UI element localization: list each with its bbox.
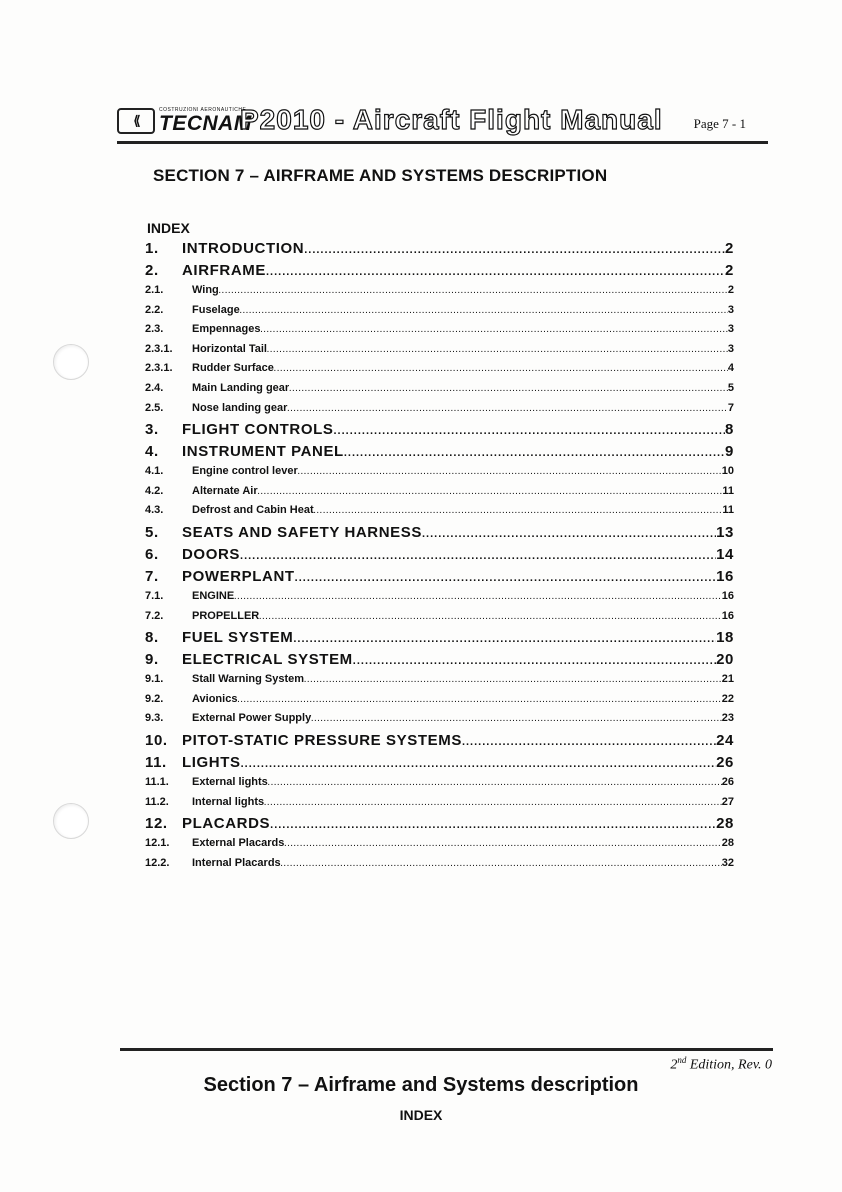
toc-entry-page: 7 [727,401,734,414]
toc-entry[interactable] [145,304,734,324]
toc-entry[interactable] [145,712,734,732]
toc-entry-number: 9.3. [145,712,164,725]
toc-entry-title: Avionics [192,692,238,705]
toc-entry[interactable] [145,402,734,422]
toc-leader-dots [334,425,726,437]
toc-entry-title: Rudder Surface [192,362,274,375]
toc-entry-number: 2.3.1. [145,362,173,375]
toc-entry-title: Main Landing gear [192,381,290,394]
toc-entry-page: 14 [716,545,734,563]
toc-entry-page: 23 [721,712,734,725]
logo-name: TECNAM [159,112,252,135]
toc-entry[interactable] [145,590,734,610]
toc-entry-page: 28 [716,815,734,833]
toc-entry-page: 16 [716,567,734,585]
toc-entry[interactable] [145,382,734,402]
toc-entry-number: 4.3. [145,504,164,517]
toc-entry-page: 18 [716,629,734,647]
toc-entry-title: SEATS AND SAFETY HARNESS [182,523,422,541]
toc-entry-title: ELECTRICAL SYSTEM [182,651,353,669]
toc-entry-title: LIGHTS [182,753,241,771]
toc-leader-dots [293,633,716,645]
toc-entry-page: 3 [727,342,734,355]
toc-leader-dots [240,550,716,562]
toc-leader-dots [304,244,725,256]
toc-entry-title: Horizontal Tail [192,342,267,355]
toc-entry-title: Engine control lever [192,465,298,478]
edition-text: Edition, Rev. 0 [686,1057,772,1073]
toc-leader-dots [274,366,728,373]
toc-entry-title: FLIGHT CONTROLS [182,421,334,439]
toc-entry-title: Wing [192,284,219,296]
edition-info [670,1055,772,1074]
toc-entry[interactable] [145,776,734,796]
toc-entry[interactable] [145,754,734,776]
toc-leader-dots [268,780,722,787]
toc-entry-number: 7.2. [145,609,164,622]
toc-leader-dots [237,697,721,704]
toc-entry[interactable] [145,693,734,713]
toc-entry-page: 11 [722,484,734,497]
toc-leader-dots [234,594,722,601]
toc-entry-number: 2.4. [145,381,164,394]
toc-entry-title: Empennages [192,323,261,336]
toc-entry-page: 4 [727,362,734,375]
table-of-contents [145,240,734,876]
toc-entry[interactable] [145,465,734,485]
toc-entry-number: 12.2. [145,856,170,869]
index-label: INDEX [147,220,190,236]
toc-entry[interactable] [145,240,734,262]
toc-entry-page: 9 [725,443,734,461]
toc-entry-number: 10. [145,731,168,749]
page-number: Page 7 - 1 [693,116,746,131]
punch-hole-bottom [53,803,89,839]
toc-entry-number: 4. [145,443,159,461]
toc-entry-page: 10 [721,465,734,478]
toc-entry-title: AIRFRAME [182,262,266,279]
toc-leader-dots [258,489,723,496]
toc-entry-number: 4.1. [145,465,164,478]
toc-leader-dots [295,572,716,584]
toc-entry-title: Internal lights [192,795,265,808]
toc-entry-number: 12. [145,815,168,833]
toc-leader-dots [314,508,723,515]
toc-entry[interactable] [145,857,734,877]
toc-leader-dots [298,469,722,476]
toc-entry-page: 32 [721,856,734,869]
toc-leader-dots [259,614,722,621]
toc-entry-title: PLACARDS [182,815,271,833]
toc-entry-number: 11.2. [145,795,169,808]
toc-entry[interactable] [145,524,734,546]
page-header [117,104,768,140]
toc-entry[interactable] [145,610,734,630]
toc-entry[interactable] [145,568,734,590]
toc-entry-title: PROPELLER [192,609,260,622]
toc-entry[interactable] [145,443,734,465]
toc-entry-page: 8 [725,421,734,439]
toc-entry-title: ENGINE [192,589,235,602]
toc-leader-dots [219,288,728,295]
toc-entry-title: Nose landing gear [192,401,288,414]
toc-entry-page: 13 [716,523,734,541]
toc-entry-title: POWERPLANT [182,567,295,585]
toc-leader-dots [241,758,717,770]
toc-leader-dots [462,736,716,748]
toc-leader-dots [270,819,716,831]
toc-leader-dots [267,347,728,354]
toc-entry-number: 11. [145,753,167,771]
toc-entry[interactable] [145,284,734,304]
toc-entry-number: 11.1. [145,775,169,788]
toc-entry-number: 4.2. [145,484,164,497]
toc-entry-page: 28 [721,837,734,850]
toc-leader-dots [240,308,728,315]
toc-entry-number: 7. [145,567,159,585]
toc-entry-number: 8. [145,629,159,647]
toc-entry-number: 9.1. [145,673,164,686]
toc-entry-number: 9.2. [145,692,164,705]
toc-leader-dots [304,677,722,684]
toc-entry-page: 20 [716,651,734,669]
toc-leader-dots [353,655,716,667]
toc-leader-dots [281,861,722,868]
toc-entry-page: 26 [716,753,734,771]
toc-entry[interactable] [145,629,734,651]
toc-entry-number: 2. [145,262,159,279]
toc-entry-number: 3. [145,421,159,439]
toc-entry-title: External lights [192,775,268,788]
toc-entry-page: 27 [721,795,734,808]
header-divider [117,141,768,144]
toc-entry-number: 2.5. [145,401,164,414]
toc-entry-number: 2.3.1. [145,342,173,355]
toc-entry-number: 12.1. [145,837,170,850]
punch-hole-top [53,344,89,380]
toc-leader-dots [260,327,727,334]
tecnam-logo [117,108,252,134]
toc-entry-number: 2.2. [145,303,164,316]
toc-entry-page: 3 [727,323,734,336]
toc-entry-title: FUEL SYSTEM [182,629,294,647]
toc-entry-title: Alternate Air [192,484,258,497]
toc-entry-number: 2.3. [145,323,164,336]
toc-entry[interactable] [145,323,734,343]
manual-title: P2010 - Aircraft Flight Manual [240,104,663,135]
footer-title: Section 7 – Airframe and Systems description [203,1074,639,1096]
toc-entry-title: Internal Placards [192,856,281,869]
toc-entry-title: Fuselage [192,303,240,316]
toc-entry-title: INTRODUCTION [182,240,305,257]
toc-entry-page: 5 [727,381,734,394]
toc-entry-title: INSTRUMENT PANEL [182,443,344,461]
toc-leader-dots [289,386,728,393]
footer-subtitle: INDEX [399,1107,443,1123]
toc-entry-page: 24 [716,731,734,749]
toc-leader-dots [287,406,728,413]
toc-entry-title: Defrost and Cabin Heat [192,504,314,517]
toc-entry-number: 6. [145,545,159,563]
toc-entry-page: 11 [722,504,734,517]
toc-entry[interactable] [145,546,734,568]
toc-entry-page: 2 [727,284,734,296]
toc-entry-page: 16 [721,589,734,602]
toc-entry-page: 3 [727,303,734,316]
toc-entry[interactable] [145,262,734,284]
footer-divider [120,1048,773,1051]
toc-entry[interactable] [145,837,734,857]
toc-entry[interactable] [145,343,734,363]
toc-leader-dots [284,841,721,848]
toc-entry-title: External Power Supply [192,712,312,725]
toc-entry-page: 2 [725,262,734,279]
toc-entry-title: PITOT-STATIC PRESSURE SYSTEMS [182,731,462,749]
toc-entry-page: 16 [721,609,734,622]
toc-entry[interactable] [145,796,734,816]
edition-number: 2 [670,1057,678,1073]
toc-entry[interactable] [145,504,734,524]
toc-leader-dots [344,447,725,459]
toc-entry-title: External Placards [192,837,285,850]
toc-leader-dots [422,528,716,540]
toc-entry[interactable] [145,421,734,443]
toc-entry-number: 9. [145,651,159,669]
toc-entry[interactable] [145,732,734,754]
toc-entry-page: 26 [721,775,734,788]
logo-tagline: COSTRUZIONI AERONAUTICHE [159,107,247,113]
toc-leader-dots [266,266,725,278]
toc-entry-number: 1. [145,240,159,257]
edition-ordinal: nd [677,1055,687,1065]
toc-entry-page: 2 [725,240,734,257]
toc-entry-page: 22 [721,692,734,705]
tecnam-logo-icon: ⟪ [117,108,155,134]
toc-entry-number: 7.1. [145,589,164,602]
toc-entry-number: 2.1. [145,284,164,296]
section-title: SECTION 7 – AIRFRAME AND SYSTEMS DESCRIPTION [153,166,608,185]
toc-entry-number: 5. [145,523,159,541]
toc-entry[interactable] [145,651,734,673]
toc-entry-title: DOORS [182,545,241,563]
toc-entry[interactable] [145,485,734,505]
toc-entry[interactable] [145,362,734,382]
toc-entry[interactable] [145,673,734,693]
toc-entry-title: Stall Warning System [192,673,305,686]
toc-leader-dots [264,800,722,807]
toc-entry[interactable] [145,815,734,837]
toc-entry-page: 21 [721,673,734,686]
toc-leader-dots [311,716,722,723]
